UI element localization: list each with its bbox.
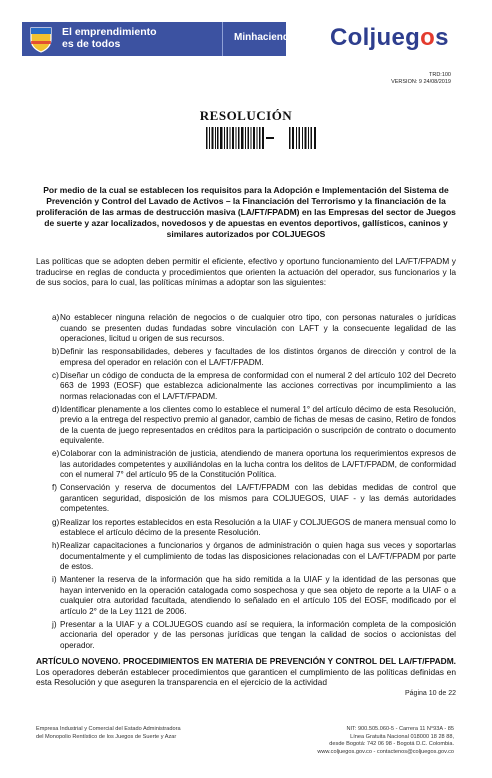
- barcode-icon: [206, 127, 264, 149]
- government-banner: [22, 22, 295, 56]
- list-item-marker: a): [52, 313, 60, 322]
- list-item-marker: c): [52, 370, 59, 380]
- list-item: [36, 371, 456, 403]
- footer-contact: [317, 726, 454, 756]
- list-item: [36, 541, 456, 573]
- logo-text-part-2: s: [435, 24, 449, 51]
- list-item-text: Conservación y reserva de documentos del LA/FT/FPADM con las debidas medidas de control que garanticen seguridad, disposición de los mismos para COLJUEGOS, UIAF - y las demás autoridades competentes.: [60, 483, 456, 514]
- article-ninth: [36, 656, 456, 688]
- list-item-text: Realizar capacitaciones a funcionarios y órganos de administración o quien haga sus veces y soportarlas documentalmente y el cumplimiento de todas las disposiciones relacionadas con el LA/FT/FPADM por parte de estos.: [60, 541, 456, 572]
- list-item: [36, 620, 456, 652]
- list-item-text: Diseñar un código de conducta de la empresa de conformidad con el numeral 2 del artículo 102 del Decreto 663 de 1993 (EOSF) que establezca adicionalmente las acciones correctivas por incumplimiento a las normas relacionadas con el LA/FT/FPADM.: [60, 370, 456, 401]
- resolution-summary: Por medio de la cual se establecen los requisitos para la Adopción e Implementación del Sistema de Prevención y Control del Lavado de Activos – la Financiación del Terrorismo y la financiación de la proliferación de las armas de destrucción masiva (LA/FT/FPADM) en las Empresas del sector de Juegos de suerte y azar localizados, novedosos y de apuestas en eventos deportivos, gallísticos, caninos y similares autorizados por COLJUEGOS: [36, 185, 456, 239]
- article-heading: ARTÍCULO NOVENO. PROCEDIMIENTOS EN MATERIA DE PREVENCIÓN Y CONTROL DEL LA/FT/FPADM.: [36, 656, 456, 666]
- document-meta: [391, 72, 451, 86]
- list-item: [36, 347, 456, 368]
- trd-code: TRD:100: [428, 72, 451, 78]
- footer-left-line: del Monopolio Rentístico de los Juegos de Suerte y Azar: [36, 733, 177, 740]
- ministry-label: Minhacienda: [234, 32, 295, 43]
- logo-text-part-1: Coljueg: [330, 24, 421, 51]
- version-text: VERSION: 9 24/08/2019: [391, 79, 451, 85]
- intro-paragraph: Las políticas que se adopten deben permitir el eficiente, efectivo y oportuno funcionamiento del LA/FT/FPADM y traducirse en reglas de conducta y procedimientos que orienten la actuación del operador, sus funcionarios y la de sus socios, para lo cual, las políticas mínimas a adoptar son las siguientes:: [36, 256, 456, 288]
- list-item-marker: g): [52, 517, 60, 527]
- list-item: [36, 449, 456, 481]
- list-item-text: Definir las responsabilidades, deberes y facultades de los distintos órganos de dirección y control de la empresa del operador en relación con el LA/FT/FPADM.: [60, 347, 456, 367]
- list-item-marker: d): [52, 404, 60, 414]
- colombia-shield-icon: [28, 25, 54, 53]
- list-item-marker: j): [52, 619, 57, 629]
- list-item: [36, 313, 456, 345]
- list-item-marker: e): [52, 449, 60, 459]
- footer-phone-bogota: desde Bogotá: 742 06 98 - Bogotá D.C. Colombia.: [329, 741, 454, 747]
- footer-entity: [36, 726, 181, 741]
- barcode-suffix-icon: [289, 127, 317, 149]
- list-item: [36, 483, 456, 515]
- banner-divider: [222, 22, 223, 56]
- slogan-line-2: es de todos: [62, 38, 121, 50]
- list-item-text: Realizar los reportes establecidos en esta Resolución a la UIAF y COLJUEGOS de manera mensual como lo establece el artículo décimo de la presente Resolución.: [60, 517, 456, 538]
- footer-web-link[interactable]: www.coljuegos.gov.co - contactenos@coljuegos.gov.co: [317, 748, 454, 755]
- list-item-text: Presentar a la UIAF y a COLJUEGOS cuando así se requiera, la información completa de la composición accionaria del operador y de las personas jurídicas que tengan la calidad de socios o accionistas del operador.: [60, 619, 456, 650]
- logo-text-o: o: [420, 24, 436, 51]
- government-slogan: [62, 26, 157, 50]
- page-title: RESOLUCIÓN: [199, 108, 293, 123]
- list-item-text: Colaborar con la administración de justicia, atendiendo de manera oportuna los requerimientos expresos de las autoridades competentes y auxiliándolas en la lucha contra los delitos de LA/FT/FPADM, de conformidad con el numeral 7° del artículo 95 de la Constitución Política.: [60, 449, 456, 480]
- coljuegos-logo: [330, 24, 449, 52]
- slogan-line-1: El emprendimiento: [62, 26, 157, 38]
- list-item-marker: b): [52, 347, 60, 357]
- footer-nit: NIT: 900.505.060-5 - Carrera 11 N°93A - 85: [346, 726, 454, 732]
- list-item: [36, 405, 456, 447]
- policy-list: [36, 313, 456, 654]
- list-item-marker: f): [52, 483, 58, 493]
- footer-phone: Línea Gratuita Nacional 018000 18 28 88,: [350, 733, 454, 740]
- article-body: Los operadores deberán establecer procedimientos que garanticen el cumplimiento de las políticas definidas en esta Resolución y que aseguren la transparencia en el ejercicio de la actividad: [36, 666, 456, 688]
- list-item: [36, 518, 456, 539]
- list-item: [36, 575, 456, 617]
- barcode-separator: [266, 137, 274, 139]
- list-item-marker: h): [52, 541, 60, 551]
- list-item-text: Identificar plenamente a los clientes como lo establece el numeral 1° del artículo décimo de esta Resolución, previo a la entrega del respectivo premio al ganador, cambio de fichas de mesas de casino, Retiro de fondos de la cuenta de juego representados en créditos para la participación o suscripción de contrato o documento equivalente.: [60, 404, 456, 446]
- list-item-text: No establecer ninguna relación de negocios o de cualquier otro tipo, con personas naturales o jurídicas cuando se presenten dudas fundadas sobre vinculación con LAFT y la consecuente legalidad de las operaciones, licitud u origen de sus recursos.: [60, 313, 456, 343]
- page-number: Página 10 de 22: [405, 690, 456, 697]
- list-item-text: Mantener la reserva de la información que ha sido remitida a la UIAF y la identidad de las personas que hayan intervenido en la operación catalogada como sospechosa y que sea objeto de reporte a la UIAF o a cualquier otra autoridad facultada, atendiendo lo señalado en el artículo 105 del EOSF, modificado por el artículo 2° de la Ley 1121 de 2006.: [60, 575, 456, 616]
- list-item-marker: i): [52, 575, 57, 585]
- footer-left-line: Empresa Industrial y Comercial del Estado Administradora: [36, 726, 181, 732]
